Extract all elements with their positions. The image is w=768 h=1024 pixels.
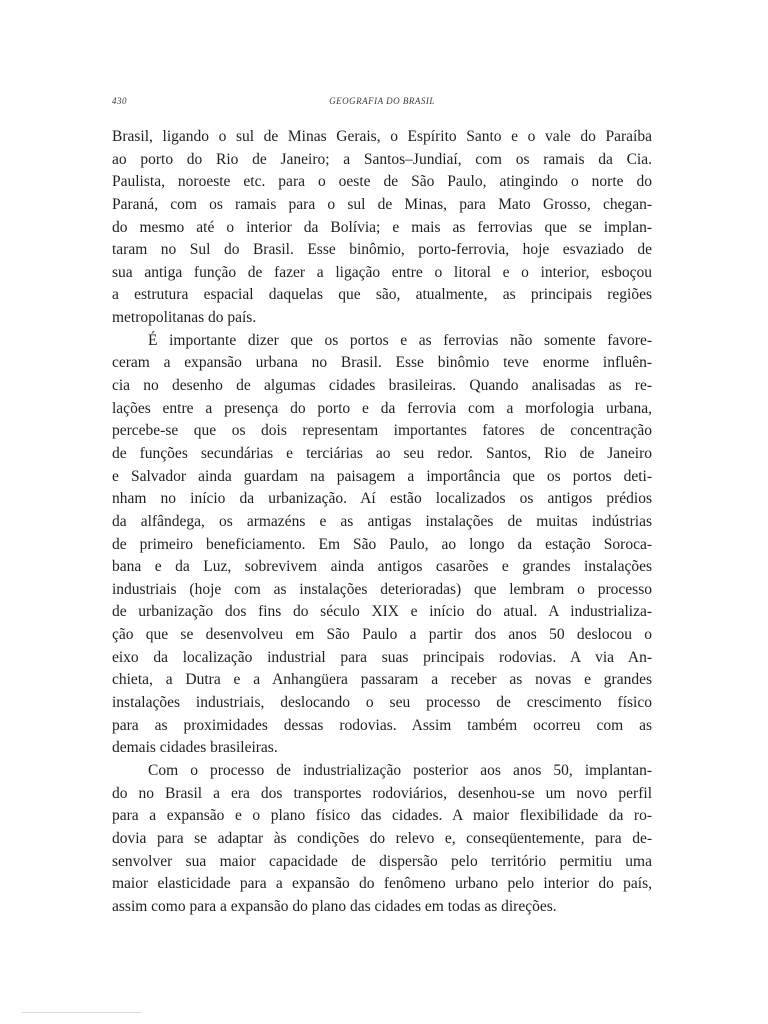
text-line: para a expansão e o plano físico das cidades. A maior flexibilidade da ro- [112, 807, 652, 825]
text-line: bana e da Luz, sobrevivem ainda antigos casarões e grandes instalações [112, 558, 652, 576]
text-line: Com o processo de industrialização posterior aos anos 50, implantan- [148, 761, 652, 779]
text-line: eixo da localização industrial para suas principais rodovias. A via An- [112, 648, 652, 666]
running-title: GEOGRAFIA DO BRASIL [329, 96, 435, 106]
text-line: do no Brasil a era dos transportes rodoviários, desenhou-se um novo perfil [112, 784, 652, 802]
text-line: de urbanização dos fins do século XIX e início do atual. A industrializa- [112, 603, 652, 621]
running-head [112, 96, 652, 110]
text-line: e Salvador ainda guardam na paisagem a importância que os portos deti- [112, 467, 652, 485]
text-line: instalações industriais, deslocando o seu processo de crescimento físico [112, 694, 652, 712]
text-line: assim como para a expansão do plano das cidades em todas as direções. [112, 897, 557, 915]
text-line: lações entre a presença do porto e da ferrovia com a morfologia urbana, [112, 399, 652, 417]
text-line: Paulista, noroeste etc. para o oeste de São Paulo, atingindo o norte do [112, 173, 652, 191]
text-line: a estrutura espacial daquelas que são, atualmente, as principais regiões [112, 286, 652, 304]
text-line: ceram a expansão urbana no Brasil. Esse binômio teve enorme influên- [112, 354, 652, 372]
text-line: Paraná, com os ramais para o sul de Minas, para Mato Grosso, chegan- [112, 195, 652, 213]
text-line: cia no desenho de algumas cidades brasileiras. Quando analisadas as re- [112, 377, 652, 395]
page-number: 430 [112, 96, 127, 106]
text-line: industriais (hoje com as instalações deterioradas) que lembram o processo [112, 580, 652, 598]
text-line: chieta, a Dutra e a Anhangüera passaram a receber as novas e grandes [112, 671, 652, 689]
text-line: nham no início da urbanização. Aí estão localizados os antigos prédios [112, 490, 652, 508]
text-line: maior elasticidade para a expansão do fenômeno urbano pelo interior do país, [112, 875, 652, 893]
text-line: sua antiga função de fazer a ligação entre o litoral e o interior, esboçou [112, 263, 652, 281]
text-line: de funções secundárias e terciárias ao seu redor. Santos, Rio de Janeiro [112, 444, 652, 462]
body-text [112, 126, 652, 918]
text-line: ao porto do Rio de Janeiro; a Santos–Jundiaí, com os ramais da Cia. [112, 150, 652, 168]
text-line: de primeiro beneficiamento. Em São Paulo, ao longo da estação Soroca- [112, 535, 652, 553]
text-line: dovia para se adaptar às condições do relevo e, conseqüentemente, para de- [112, 829, 652, 847]
text-line: Brasil, ligando o sul de Minas Gerais, o Espírito Santo e o vale do Paraíba [112, 128, 652, 145]
text-line: da alfândega, os armazéns e as antigas instalações de muitas indústrias [112, 512, 652, 530]
text-line: ção que se desenvolveu em São Paulo a partir dos anos 50 deslocou o [112, 626, 652, 644]
text-line: percebe-se que os dois representam importantes fatores de concentração [112, 422, 652, 440]
text-line: É importante dizer que os portos e as ferrovias não somente favore- [148, 331, 652, 349]
text-line: taram no Sul do Brasil. Esse binômio, porto-ferrovia, hoje esvaziado de [112, 241, 652, 259]
scan-edge-rule [22, 1012, 142, 1013]
text-line: metropolitanas do país. [112, 309, 257, 327]
paragraph [112, 126, 652, 330]
text-line: senvolver sua maior capacidade de dispersão pelo território permitiu uma [112, 852, 652, 870]
text-line: do mesmo até o interior da Bolívia; e mais as ferrovias que se implan- [112, 218, 652, 236]
paragraph [112, 760, 652, 918]
text-line: para as proximidades dessas rodovias. Assim também ocorreu com as [112, 716, 652, 734]
paragraph [112, 330, 652, 760]
text-line: demais cidades brasileiras. [112, 739, 278, 757]
